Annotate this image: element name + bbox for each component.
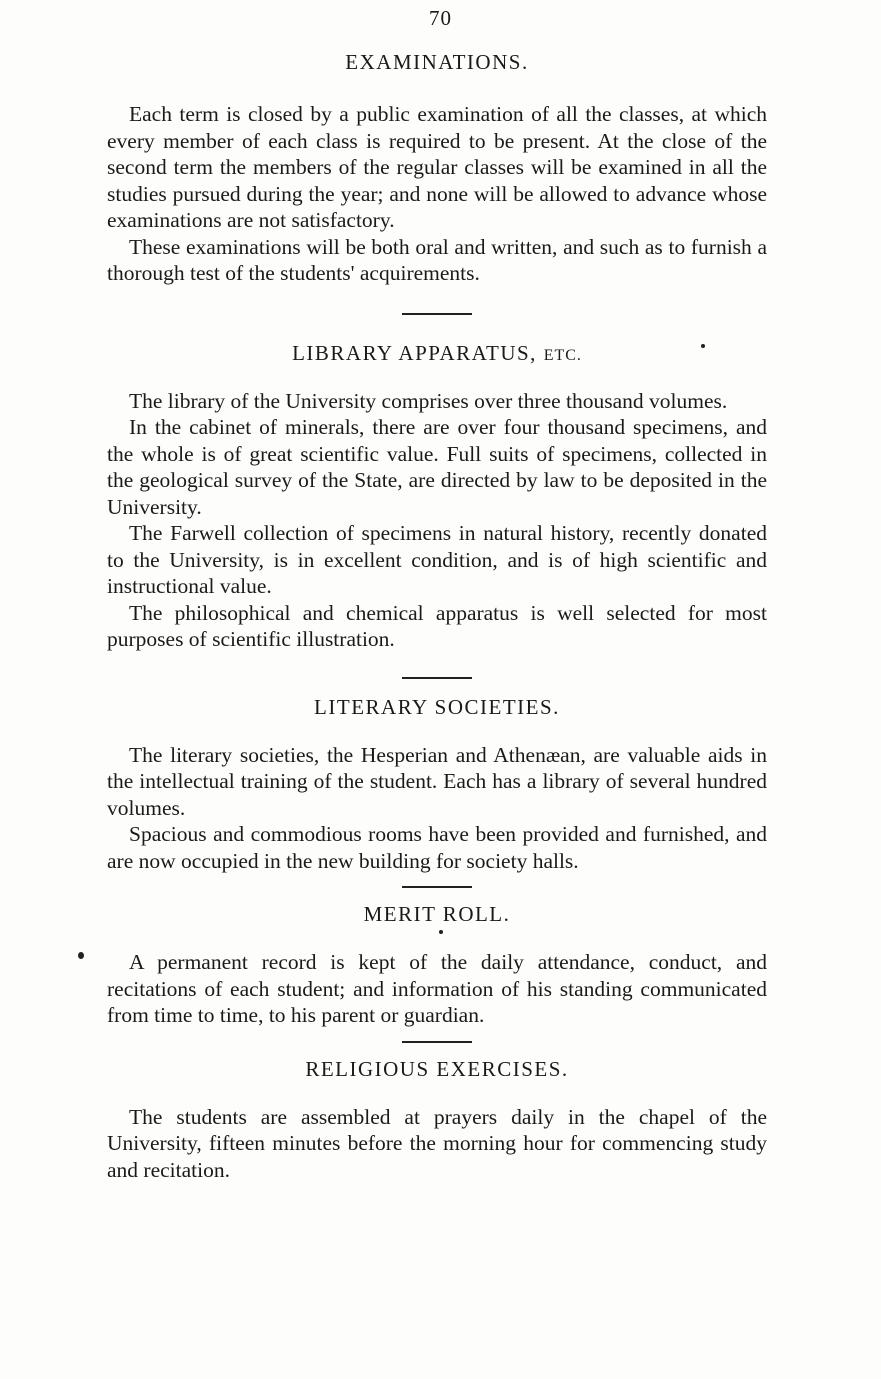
section-library-apparatus xyxy=(107,341,767,653)
paragraph: In the cabinet of minerals, there are over four thousand specimens, and the whole is of great scientific value. Full suits of specimens, collected in the geological survey of the State, are directed by law to be deposited in the University. xyxy=(107,415,767,519)
section-heading-suffix: ETC. xyxy=(543,346,582,364)
paragraph: Spacious and commodious rooms have been provided and furnished, and are now occupied in the new building for society halls. xyxy=(107,822,767,873)
ink-speck xyxy=(78,952,84,959)
section-heading: MERIT ROLL. xyxy=(363,902,511,926)
section-heading xyxy=(107,341,767,366)
text-column xyxy=(107,50,767,1183)
section-heading: EXAMINATIONS. xyxy=(345,50,529,74)
section-religious-exercises xyxy=(107,1057,767,1184)
paragraph: The library of the University comprises over three thousand volumes. xyxy=(129,388,728,413)
section-examinations xyxy=(107,50,767,287)
paragraph: These examinations will be both oral and written, and such as to furnish a thorough test of the students' acquirements. xyxy=(107,234,767,285)
paragraph: The literary societies, the Hesperian and Athenæan, are valuable aids in the intellectual training of the student. Each has a library of several hundred volumes. xyxy=(107,742,767,820)
paragraph: The Farwell collection of specimens in natural history, recently donated to the University, is in excellent condition, and is of high scientific and instructional value. xyxy=(107,521,767,598)
paragraph: The philosophical and chemical apparatus is well selected for most purposes of scientific illustration. xyxy=(107,600,767,651)
section-heading-main: LIBRARY APPARATUS, xyxy=(292,340,537,365)
paragraph: Each term is closed by a public examination of all the classes, at which every member of each class is required to be present. At the close of the second term the members of the regular classes will be examined in all the studies pursued during the year; and none will be allowed to advance whose examinations are not satisfactory. xyxy=(107,102,767,232)
section-literary-societies xyxy=(107,695,767,875)
paragraph: A permanent record is kept of the daily attendance, conduct, and recitations of each student; and information of his standing communicated from time to time, to his parent or guardian. xyxy=(107,950,767,1027)
section-heading: RELIGIOUS EXERCISES. xyxy=(305,1056,569,1081)
section-merit-roll xyxy=(107,902,767,1029)
paragraph: The students are assembled at prayers daily in the chapel of the University, fifteen minutes before the morning hour for commencing study and recitation. xyxy=(107,1104,767,1182)
section-heading: LITERARY SOCIETIES. xyxy=(314,694,560,719)
page-number: 70 xyxy=(429,6,452,30)
